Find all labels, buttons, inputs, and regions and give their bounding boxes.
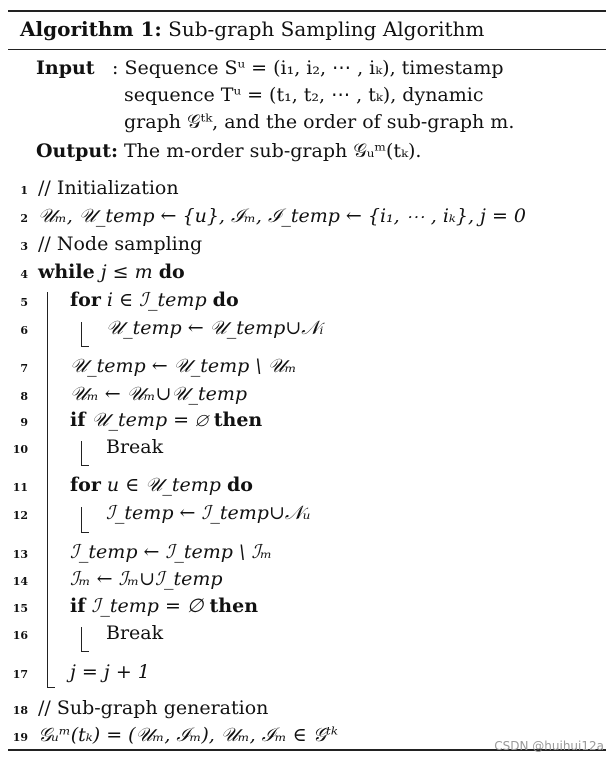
- code-line: 𝒰_temp ← 𝒰_temp \ 𝒰ₘ: [70, 355, 297, 377]
- output-text: The m-order sub-graph 𝒢ᵤᵐ(tₖ).: [124, 140, 422, 162]
- for-block-bar: [81, 322, 82, 346]
- line-number: 14: [12, 575, 28, 588]
- while-block-end: [47, 687, 55, 688]
- code-break: Break: [106, 436, 164, 458]
- line-number: 3: [20, 240, 28, 253]
- line-number: 5: [20, 296, 28, 309]
- code-line: 𝒢ᵤᵐ(tₖ) = (𝒰ₘ, ℐₘ), 𝒰ₘ, ℐₘ ∈ 𝒢ᵗᵏ: [38, 724, 338, 746]
- code-line: 𝒰ₘ ← 𝒰ₘ∪𝒰_temp: [70, 383, 248, 405]
- line-number: 8: [20, 390, 28, 403]
- line-number: 17: [12, 668, 28, 681]
- line-number: 1: [20, 184, 28, 197]
- line-number: 11: [12, 481, 28, 494]
- if-block-bar: [81, 441, 82, 465]
- input-line-3: graph 𝒢ᵗᵏ, and the order of sub-graph m.: [124, 111, 515, 133]
- line-number: 13: [12, 548, 28, 561]
- input-line-2: sequence Tᵘ = (t₁, t₂, ⋯ , tₖ), dynamic: [124, 84, 484, 106]
- if-block-end: [81, 465, 89, 466]
- for-block-end: [81, 532, 89, 533]
- line-number: 7: [20, 362, 28, 375]
- line-number: 10: [12, 443, 28, 456]
- for-block-end: [81, 346, 89, 347]
- code-for: for u ∈ 𝒰_temp do: [70, 474, 253, 496]
- while-block-bar: [47, 292, 48, 687]
- code-line: 𝒰ₘ, 𝒰_temp ← {u}, ℐₘ, ℐ_temp ← {i₁, ⋯ , iₖ}, j = 0: [38, 205, 527, 227]
- code-line: ℐₘ ← ℐₘ∪ℐ_temp: [70, 568, 223, 590]
- code-comment: // Node sampling: [38, 233, 203, 255]
- line-number: 2: [20, 212, 28, 225]
- line-number: 6: [20, 324, 28, 337]
- watermark: CSDN @huihui12a: [494, 739, 604, 753]
- line-number: 4: [20, 268, 28, 281]
- algorithm-title: [20, 17, 484, 41]
- code-comment: // Initialization: [38, 177, 179, 199]
- code-line: ℐ_temp ← ℐ_temp∪𝒩ᵤ: [106, 502, 311, 524]
- line-number: 16: [12, 629, 28, 642]
- for-block-bar: [81, 507, 82, 532]
- code-break: Break: [106, 622, 164, 644]
- line-number: 19: [12, 731, 28, 744]
- code-line: ℐ_temp ← ℐ_temp \ ℐₘ: [70, 541, 273, 563]
- algorithm-title-text: Sub-graph Sampling Algorithm: [168, 17, 485, 41]
- title-rule: [8, 49, 606, 50]
- output-label: Output:: [36, 140, 119, 162]
- input-label: Input: [36, 57, 95, 79]
- code-if: if 𝒰_temp = ∅ then: [70, 409, 263, 431]
- line-number: 15: [12, 602, 28, 615]
- if-block-end: [81, 651, 89, 652]
- code-line: 𝒰_temp ← 𝒰_temp∪𝒩ᵢ: [106, 317, 324, 339]
- algorithm-box: [8, 10, 606, 751]
- code-if: if ℐ_temp = ∅ then: [70, 595, 259, 617]
- code-for: for i ∈ ℐ_temp do: [70, 289, 239, 311]
- input-line-1: : Sequence Sᵘ = (i₁, i₂, ⋯ , iₖ), timestamp: [112, 57, 504, 79]
- code-comment: // Sub-graph generation: [38, 697, 269, 719]
- line-number: 9: [20, 416, 28, 429]
- line-number: 12: [12, 509, 28, 522]
- if-block-bar: [81, 627, 82, 651]
- code-while: while j ≤ m do: [38, 261, 185, 283]
- algorithm-title-label: Algorithm 1:: [20, 17, 162, 41]
- code-line: j = j + 1: [70, 661, 150, 683]
- line-number: 18: [12, 704, 28, 717]
